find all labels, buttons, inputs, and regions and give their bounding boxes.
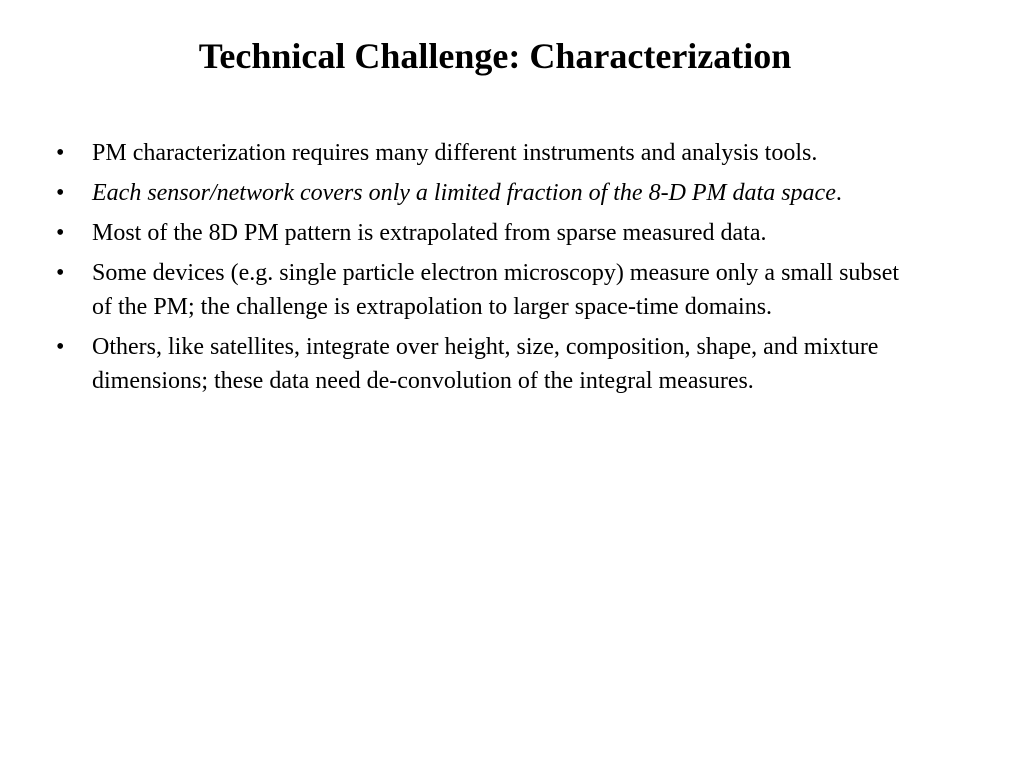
slide-title: Technical Challenge: Characterization [198,36,792,76]
bullet-icon: • [56,260,65,286]
bullet-icon: • [56,220,65,246]
bullet-item-extrapolation [56,216,916,250]
bullet-text-italic: Each sensor/network covers only a limited fraction of the 8-D PM data space [92,180,836,206]
bullet-text: Most of the 8D PM pattern is extrapolated from sparse measured data. [92,220,767,246]
bullet-item-instruments [56,136,916,170]
bullet-text-period: . [835,180,842,206]
bullet-text: PM characterization requires many different instruments and analysis tools. [92,140,818,166]
bullet-item-devices [56,256,916,324]
bullet-icon: • [56,140,65,166]
bullet-text: Others, like satellites, integrate over height, size, composition, shape, and mixture dimensions; these data need de-convolution of the integral measures. [92,334,879,394]
bullet-item-satellites [56,330,916,398]
bullet-item-sensor-coverage [56,176,916,210]
bullet-icon: • [56,334,65,360]
bullet-list [56,136,916,404]
bullet-text: Some devices (e.g. single particle electron microscopy) measure only a small subset of the PM; the challenge is extrapolation to larger space-time domains. [92,260,900,320]
bullet-icon: • [56,180,65,206]
